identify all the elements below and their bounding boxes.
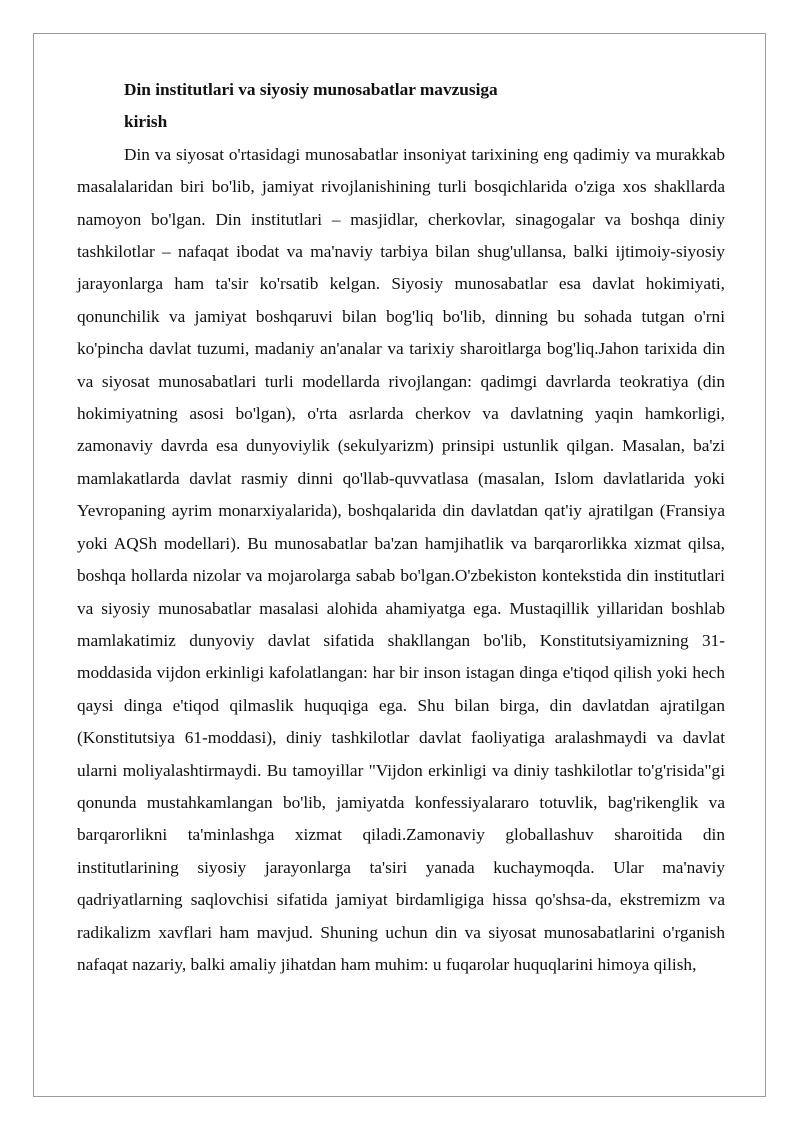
document-title-line-2: kirish [124,112,168,132]
document-title-line-1: Din institutlari va siyosiy munosabatlar mavzusiga [124,80,498,99]
document-body [77,74,725,981]
body-paragraph: Din va siyosat o'rtasidagi munosabatlar insoniyat tarixining eng qadimiy va murakkab masalalaridan biri bo'lib, jamiyat rivojlanishining turli bosqichlarida o'ziga xos shakllarda namoyon bo'lgan. Din institutlari – masjidlar, cherkovlar, sinagogalar va boshqa diniy tashkilotlar – nafaqat ibodat va ma'naviy tarbiya bilan shug'ullansa, balki ijtimoiy-siyosiy jarayonlarga ham ta'sir ko'rsatib kelgan. Siyosiy munosabatlar esa davlat hokimiyati, qonunchilik va jamiyat boshqaruvi bilan bog'liq bo'lib, dinning bu sohada tutgan o'rni ko'pincha davlat tuzumi, madaniy an'analar va tarixiy sharoitlarga bog'liq.Jahon tarixida din va siyosat munosabatlari turli modellarda rivojlangan: qadimgi davrlarda teokratiya (din hokimiyatning asosi bo'lgan), o'rta asrlarda cherkov va davlatning yaqin hamkorligi, zamonaviy davrda esa dunyoviylik (sekulyarizm) prinsipi ustunlik qilgan. Masalan, ba'zi mamlakatlarda davlat rasmiy dinni qo'llab-quvvatlasa (masalan, Islom davlatlarida yoki Yevropaning ayrim monarxiyalarida), boshqalarida din davlatdan qat'iy ajratilgan (Fransiya yoki AQSh modellari). Bu munosabatlar ba'zan hamjihatlik va barqarorlikka xizmat qilsa, boshqa hollarda nizolar va mojarolarga sabab bo'lgan.O'zbekiston kontekstida din institutlari va siyosiy munosabatlar masalasi alohida ahamiyatga ega. Mustaqillik yillaridan boshlab mamlakatimiz dunyoviy davlat sifatida shakllangan bo'lib, Konstitutsiyamizning 31-moddasida vijdon erkinligi kafolatlangan: har bir inson istagan dinga e'tiqod qilish yoki hech qaysi dinga e'tiqod qilmaslik huquqiga ega. Shu bilan birga, din davlatdan ajratilgan (Konstitutsiya 61-moddasi), diniy tashkilotlar davlat faoliyatiga aralashmaydi va davlat ularni moliyalashtirmaydi. Bu tamoyillar "Vijdon erkinligi va diniy tashkilotlar to'g'risida"gi qonunda mustahkamlangan bo'lib, jamiyatda konfessiyalararo totuvlik, bag'rikenglik va barqarorlikni ta'minlashga xizmat qiladi.Zamonaviy globallashuv sharoitida din institutlarining siyosiy jarayonlarga ta'siri yanada kuchaymoqda. Ular ma'naviy qadriyatlarning saqlovchisi sifatida jamiyat birdamligiga hissa qo'shsa-da, ekstremizm va radikalizm xavflari ham mavjud. Shuning uchun din va siyosat munosabatlarini o'rganish nafaqat nazariy, balki amaliy jihatdan ham muhim: u fuqarolar huquqlarini himoya qilish, [77,144,725,974]
